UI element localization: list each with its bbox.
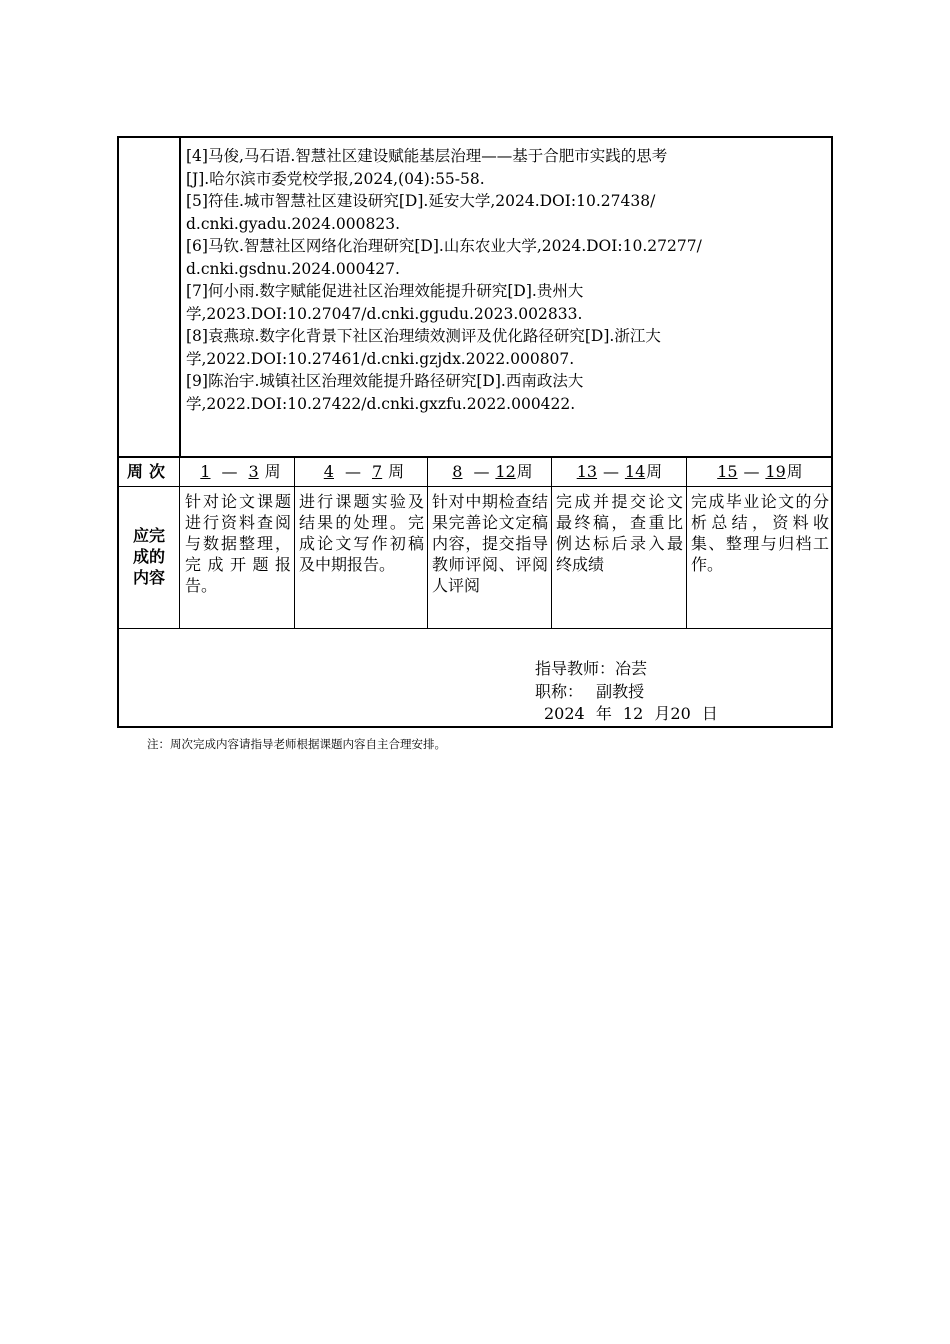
advisor-name: 冶芸 bbox=[615, 659, 648, 678]
week-range bbox=[181, 458, 294, 486]
date-line bbox=[544, 703, 718, 725]
week-content: 进行课题实验及结果的处理。完成论文写作初稿及中期报告。 bbox=[299, 492, 424, 574]
reference-line: [7]何小雨.数字赋能促进社区治理效能提升研究[D].贵州大 bbox=[186, 282, 584, 300]
week-start: 1 bbox=[200, 462, 211, 481]
week-dash: — bbox=[344, 462, 361, 481]
reference-line: d.cnki.gsdnu.2024.000427. bbox=[186, 259, 400, 278]
reference-list bbox=[186, 145, 828, 415]
reference-item bbox=[186, 370, 828, 415]
footnote: 注：周次完成内容请指导老师根据课题内容自主合理安排。 bbox=[147, 737, 446, 751]
week-content: 完成并提交论文最终稿，查重比例达标后录入最终成绩 bbox=[556, 492, 683, 574]
left-column-divider bbox=[179, 137, 181, 457]
week-content: 针对中期检查结果完善论文定稿内容，提交指导教师评阅、评阅人评阅 bbox=[432, 492, 548, 595]
left-column-divider-lower bbox=[179, 457, 180, 629]
reference-item bbox=[186, 145, 828, 190]
week-start: 4 bbox=[323, 462, 334, 481]
date-year: 2024 bbox=[544, 704, 585, 723]
reference-line: [9]陈治宇.城镇社区治理效能提升路径研究[D].西南政法大 bbox=[186, 372, 584, 390]
date-year-unit: 年 bbox=[595, 704, 612, 723]
week-start: 15 bbox=[717, 462, 738, 481]
week-start: 13 bbox=[576, 462, 598, 481]
title-label: 职称： bbox=[535, 682, 584, 701]
title-value: 副教授 bbox=[596, 682, 645, 701]
reference-line: [6]马钦.智慧社区网络化治理研究[D].山东农业大学,2024.DOI:10.27277/ bbox=[186, 237, 702, 255]
week-unit: 周 bbox=[388, 462, 405, 481]
advisor-label: 指导教师： bbox=[535, 659, 616, 678]
reference-line: 学,2022.DOI:10.27422/d.cnki.gxzfu.2022.000422. bbox=[186, 394, 576, 413]
reference-item bbox=[186, 325, 828, 370]
week-dash: — bbox=[221, 462, 238, 481]
reference-line: [5]符佳.城市智慧社区建设研究[D].延安大学,2024.DOI:10.27438/ bbox=[186, 192, 656, 210]
week-start: 8 bbox=[452, 462, 463, 481]
week-unit: 周 bbox=[646, 462, 663, 481]
date-day-unit: 日 bbox=[701, 704, 718, 723]
reference-line: [J].哈尔滨市委党校学报,2024,(04):55-58. bbox=[186, 169, 485, 188]
date-month: 12 bbox=[622, 704, 644, 723]
week-end: 19 bbox=[765, 462, 786, 481]
reference-line: d.cnki.gyadu.2024.000823. bbox=[186, 214, 401, 233]
date-day: 20 bbox=[670, 704, 691, 723]
week-end: 12 bbox=[495, 462, 516, 481]
reference-item bbox=[186, 190, 828, 235]
reference-line: [8]袁燕琼.数字化背景下社区治理绩效测评及优化路径研究[D].浙江大 bbox=[186, 327, 661, 345]
week-content: 完成毕业论文的分析总结，资料收集、整理与归档工作。 bbox=[691, 492, 829, 574]
week-dash: — bbox=[473, 462, 490, 481]
row-divider-content bbox=[118, 628, 832, 629]
week-label: 周次 bbox=[126, 462, 171, 481]
advisor-line bbox=[535, 658, 647, 680]
reference-item bbox=[186, 235, 828, 280]
week-content: 针对论文课题进行资料查阅与数据整理，完成开题报告。 bbox=[185, 492, 291, 595]
week-end: 7 bbox=[371, 462, 383, 481]
week-unit: 周 bbox=[264, 462, 281, 481]
week-dash: — bbox=[743, 462, 760, 481]
date-month-unit: 月 bbox=[654, 704, 671, 723]
week-range bbox=[687, 458, 832, 486]
week-end: 3 bbox=[248, 462, 259, 481]
reference-line: 学,2023.DOI:10.27047/d.cnki.ggudu.2023.002833. bbox=[186, 304, 583, 323]
week-range bbox=[428, 458, 551, 486]
week-range bbox=[552, 458, 686, 486]
week-dash: — bbox=[602, 462, 619, 481]
week-end: 14 bbox=[624, 462, 646, 481]
reference-line: [4]马俊,马石语.智慧社区建设赋能基层治理——基于合肥市实践的思考 bbox=[186, 147, 668, 165]
reference-item bbox=[186, 280, 828, 325]
week-unit: 周 bbox=[786, 462, 803, 481]
week-range bbox=[295, 458, 427, 486]
week-unit: 周 bbox=[516, 462, 533, 481]
reference-line: 学,2022.DOI:10.27461/d.cnki.gzjdx.2022.000807. bbox=[186, 349, 575, 368]
content-label: 应完成的内容 bbox=[132, 526, 165, 587]
title-line bbox=[535, 681, 644, 703]
